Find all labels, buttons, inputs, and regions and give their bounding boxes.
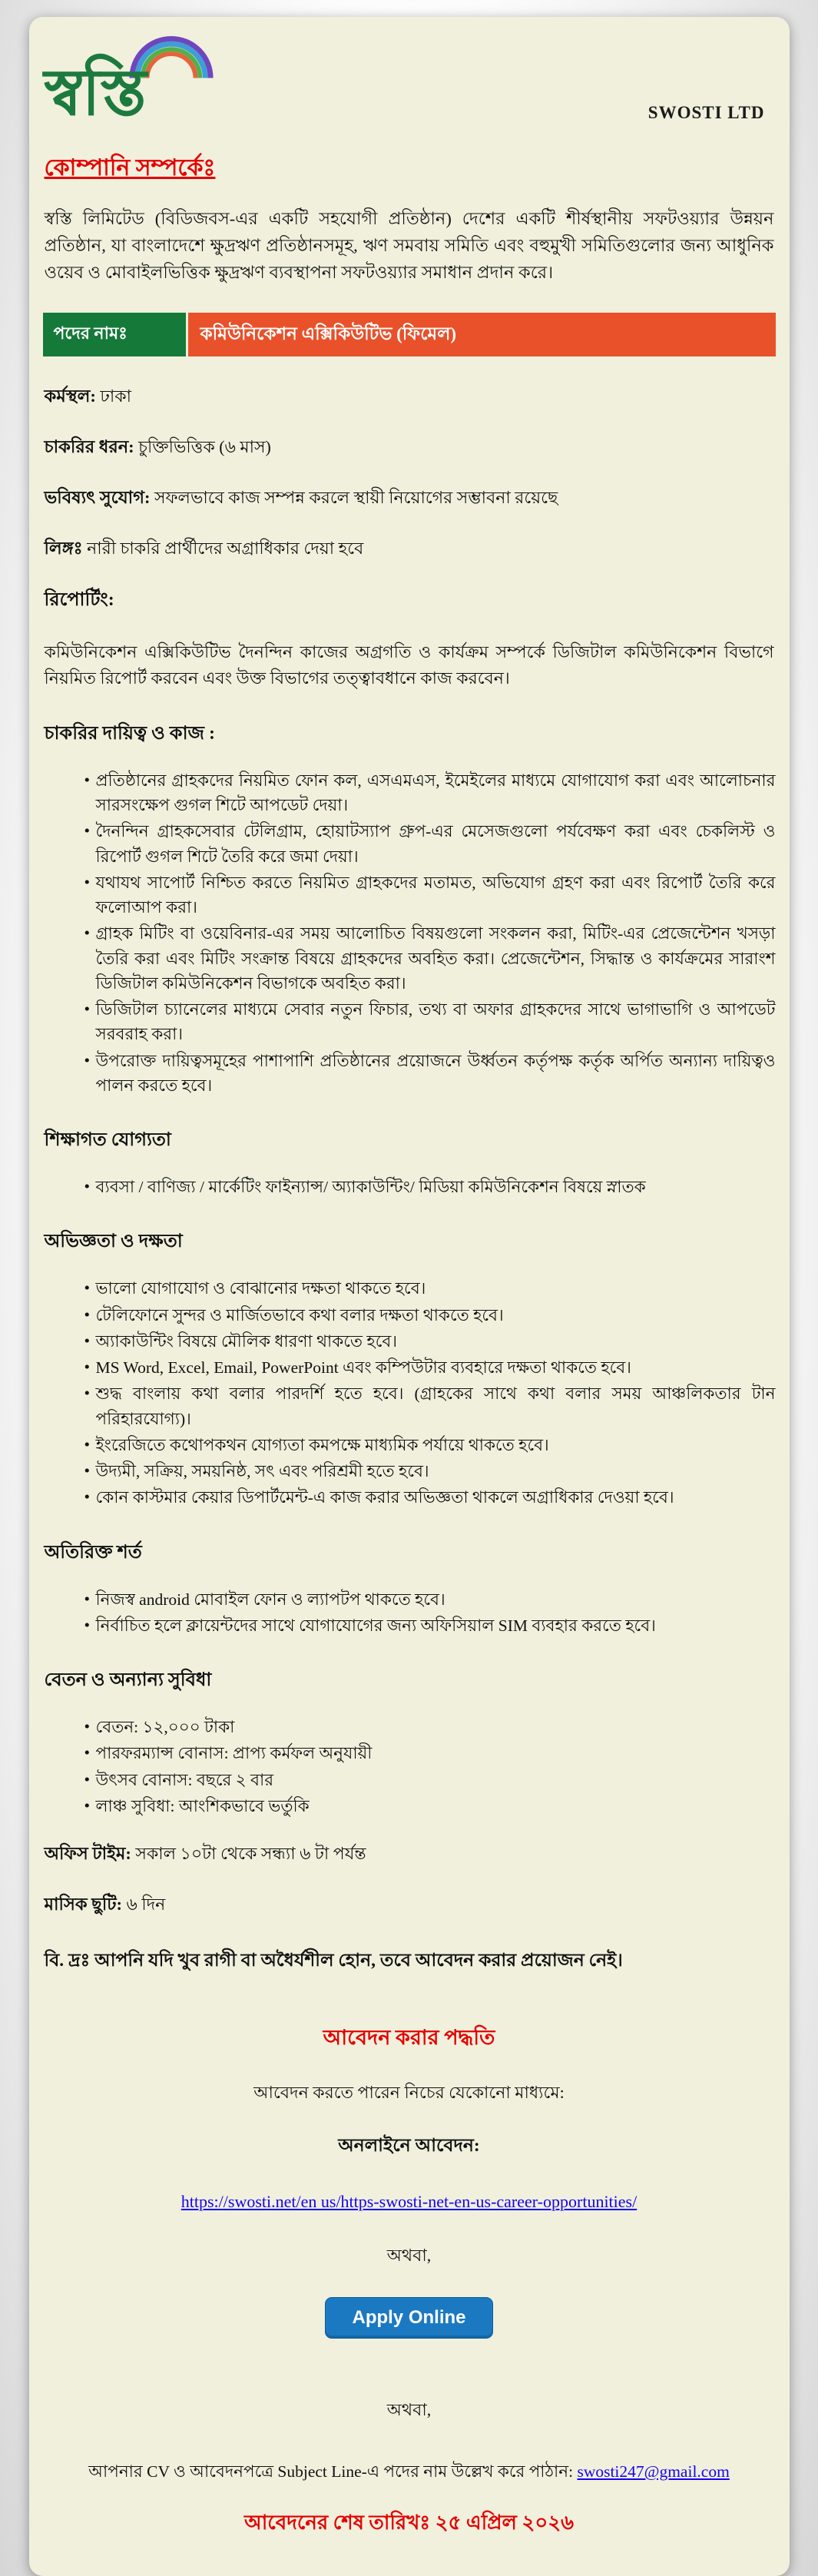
list-item: • লাঞ্চ সুবিধা: আংশিকভাবে ভর্তুকি: [84, 1794, 776, 1818]
future-opportunity-value: সফলভাবে কাজ সম্পন্ন করলে স্থায়ী নিয়োগের সম্ভাবনা রয়েছে: [150, 487, 558, 507]
reporting-text: কমিউনিকেশন এক্সিকিউটিভ দৈনন্দিন কাজের অগ্রগতি ও কার্যক্রম সম্পর্কে ডিজিটাল কমিউনিকেশন বিভাগে নিয়মিত রিপোর্ট করবেন এবং উক্ত বিভাগের তত্ত্বাবধানে কাজ করবেন।: [44, 642, 774, 688]
gender-line: [45, 535, 774, 564]
salary-list: [43, 1715, 776, 1818]
job-type-line: [45, 433, 774, 462]
list-item: • টেলিফোনে সুন্দর ও মার্জিতভাবে কথা বলার দক্ষতা থাকতে হবে।: [84, 1303, 776, 1328]
workplace-line: [45, 383, 774, 412]
header: [43, 32, 776, 181]
apply-online-button[interactable]: Apply Online: [325, 2297, 492, 2339]
office-time-line: [45, 1840, 774, 1869]
job-type-label: চাকরির ধরন:: [44, 436, 134, 456]
or-separator-1: অথবা,: [386, 2246, 432, 2266]
or-separator-2: অথবা,: [386, 2400, 432, 2420]
office-time-value: সকাল ১০টা থেকে সন্ধ্যা ৬ টা পর্যন্ত: [131, 1844, 366, 1864]
list-item: • গ্রাহক মিটিং বা ওয়েবিনার-এর সময় আলোচিত বিষয়গুলো সংকলন করা, মিটিং-এর প্রেজেন্টেশন খসড়া তৈরি করা এবং মিটিং সংক্রান্ত বিষয়ে গ্রাহকদের অবহিত করা। প্রেজেন্টেশন, সিদ্ধান্ত ও কার্যক্রমের সারাংশ ডিজিটাল কমিউনিকেশন বিভাগকে অবহিত করা।: [84, 921, 776, 996]
about-company-text: স্বস্তি লিমিটেড (বিডিজবস-এর একটি সহযোগী প্রতিষ্ঠান) দেশের একটি শীর্ষস্থানীয় সফটওয়্যার উন্নয়ন প্রতিষ্ঠান, যা বাংলাদেশে ক্ষুদ্রঋণ প্রতিষ্ঠানসমূহ, ঋণ সমবায় সমিতি এবং বহুমুখী সমিতিগুলোর জন্য আধুনিক ওয়েব ও মোবাইলভিত্তিক ক্ষুদ্রঋণ ব্যবস্থাপনা সফটওয়্যার সমাধান প্রদান করে।: [44, 209, 774, 282]
email-instruction-text: আপনার CV ও আবেদনপত্রে Subject Line-এ পদের নাম উল্লেখ করে পাঠান:: [88, 2462, 578, 2482]
list-item: • পারফরম্যান্স বোনাস: প্রাপ্য কর্মফল অনুযায়ী: [84, 1741, 776, 1765]
apply-section: [43, 2022, 776, 2541]
list-item: • যথাযথ সাপোর্ট নিশ্চিত করতে নিয়মিত গ্রাহকদের মতামত, অভিযোগ গ্রহণ করা এবং রিপোর্ট তৈরি করে ফলোআপ করা।: [84, 870, 776, 920]
reporting-label: রিপোর্টিং:: [44, 589, 114, 610]
apply-online-label: অনলাইনে আবেদন:: [338, 2136, 480, 2157]
list-item: • নির্বাচিত হলে ক্লায়েন্টদের সাথে যোগাযোগের জন্য অফিসিয়াল SIM ব্যবহার করতে হবে।: [84, 1613, 776, 1638]
duties-list: [43, 768, 776, 1098]
list-item: • MS Word, Excel, Email, PowerPoint এবং কম্পিউটার ব্যবহারে দক্ষতা থাকতে হবে।: [84, 1355, 776, 1380]
gender-value: নারী চাকরি প্রার্থীদের অগ্রাধিকার দেয়া হবে: [82, 538, 364, 558]
list-item: • প্রতিষ্ঠানের গ্রাহকদের নিয়মিত ফোন কল, এসএমএস, ইমেইলের মাধ্যমে যোগাযোগ করা এবং আলোচনার সারসংক্ষেপ গুগল শিটে আপডেট দেয়া।: [84, 768, 776, 818]
career-url-link[interactable]: https://swosti.net/en us/https-swosti-net-en-us-career-opportunities/: [180, 2192, 638, 2212]
future-opportunity-line: [45, 484, 774, 513]
job-posting-card: [29, 17, 790, 2576]
monthly-leave-label: মাসিক ছুটি:: [44, 1895, 123, 1915]
list-item: • উদ্যমী, সক্রিয়, সময়নিষ্ঠ, সৎ এবং পরিশ্রমী হতে হবে।: [84, 1459, 776, 1484]
job-type-value: চুক্তিভিত্তিক (৬ মাস): [134, 436, 271, 456]
list-item: • ভালো যোগাযোগ ও বোঝানোর দক্ষতা থাকতে হবে।: [84, 1276, 776, 1301]
list-item: • উৎসব বোনাস: বছরে ২ বার: [84, 1768, 776, 1792]
list-item: • নিজস্ব android মোবাইল ফোন ও ল্যাপটপ থাকতে হবে।: [84, 1587, 776, 1612]
apply-intro: আবেদন করতে পারেন নিচের যেকোনো মাধ্যমে:: [253, 2083, 565, 2103]
list-item: • উপরোক্ত দায়িত্বসমূহের পাশাপাশি প্রতিষ্ঠানের প্রয়োজনে উর্ধ্বতন কর্তৃপক্ষ কর্তৃক অর্পিত অন্যান্য দায়িত্বও পালন করতে হবে।: [84, 1049, 776, 1099]
skills-list: [43, 1276, 776, 1510]
position-label: পদের নামঃ: [43, 313, 188, 356]
workplace-value: ঢাকা: [95, 386, 131, 406]
list-item: • শুদ্ধ বাংলায় কথা বলার পারদর্শি হতে হবে। (গ্রাহকের সাথে কথা বলার সময় আঞ্চলিকতার টান পরিহারযোগ্য)।: [84, 1381, 776, 1431]
future-opportunity-label: ভবিষ্যৎ সুযোগ:: [44, 487, 151, 507]
gender-label: লিঙ্গঃ: [44, 538, 83, 558]
skills-heading: অভিজ্ঞতা ও দক্ষতা: [44, 1232, 183, 1252]
monthly-leave-value: ৬ দিন: [122, 1895, 166, 1915]
email-link[interactable]: swosti247@gmail.com: [577, 2462, 730, 2482]
email-instruction-line: [43, 2459, 776, 2487]
list-item: • দৈনন্দিন গ্রাহকসেবার টেলিগ্রাম, হোয়াটস্যাপ গ্রুপ-এর মেসেজগুলো পর্যবেক্ষণ করা এবং চেকলিস্ট ও রিপোর্ট গুগল শিটে তৈরি করে জমা দেয়া।: [84, 819, 776, 869]
position-row: [43, 313, 776, 356]
list-item: • কোন কাস্টমার কেয়ার ডিপার্টমেন্ট-এ কাজ করার অভিজ্ঞতা থাকলে অগ্রাধিকার দেওয়া হবে।: [84, 1485, 776, 1510]
apply-method-heading: আবেদন করার পদ্ধতি: [323, 2026, 495, 2050]
application-deadline: আবেদনের শেষ তারিখঃ ২৫ এপ্রিল ২০২৬: [243, 2511, 575, 2535]
reporting-heading: [45, 585, 774, 616]
list-item: • বেতন: ১২,০০০ টাকা: [84, 1715, 776, 1739]
monthly-leave-line: [45, 1891, 774, 1920]
office-time-label: অফিস টাইম:: [44, 1844, 131, 1864]
salary-heading: বেতন ও অন্যান্য সুবিধা: [44, 1670, 212, 1691]
education-heading: শিক্ষাগত যোগ্যতা: [44, 1130, 171, 1151]
extra-terms-heading: অতিরিক্ত শর্ত: [44, 1542, 142, 1563]
list-item: • ব্যবসা / বাণিজ্য / মার্কেটিং ফাইন্যান্স/ অ্যাকাউন্টিং/ মিডিয়া কমিউনিকেশন বিষয়ে স্নাতক: [84, 1175, 776, 1199]
position-title: কমিউনিকেশন এক্সিকিউটিভ (ফিমেল): [188, 313, 776, 356]
workplace-label: কর্মস্থল:: [44, 386, 96, 406]
list-item: • অ্যাকাউন্টিং বিষয়ে মৌলিক ধারণা থাকতে হবে।: [84, 1329, 776, 1354]
list-item: • ডিজিটাল চ্যানেলের মাধ্যমে সেবার নতুন ফিচার, তথ্য বা অফার গ্রাহকদের সাথে ভাগাভাগি ও আপডেট সরবরাহ করা।: [84, 997, 776, 1047]
about-company-heading: কোম্পানি সম্পর্কেঃ: [44, 155, 216, 181]
company-name: SWOSTI LTD: [647, 103, 765, 122]
company-logo: [43, 32, 304, 148]
logo-wordmark: স্বস্তি: [44, 58, 146, 129]
list-item: • ইংরেজিতে কথোপকথন যোগ্যতা কমপক্ষে মাধ্যমিক পর্যায়ে থাকতে হবে।: [84, 1433, 776, 1457]
warning-note: বি. দ্রঃ আপনি যদি খুব রাগী বা অধৈর্যশীল হোন, তবে আবেদন করার প্রয়োজন নেই।: [44, 1951, 623, 1971]
extra-terms-list: [43, 1587, 776, 1639]
education-list: [43, 1175, 776, 1199]
duties-heading: চাকরির দায়িত্ব ও কাজ :: [44, 723, 215, 744]
